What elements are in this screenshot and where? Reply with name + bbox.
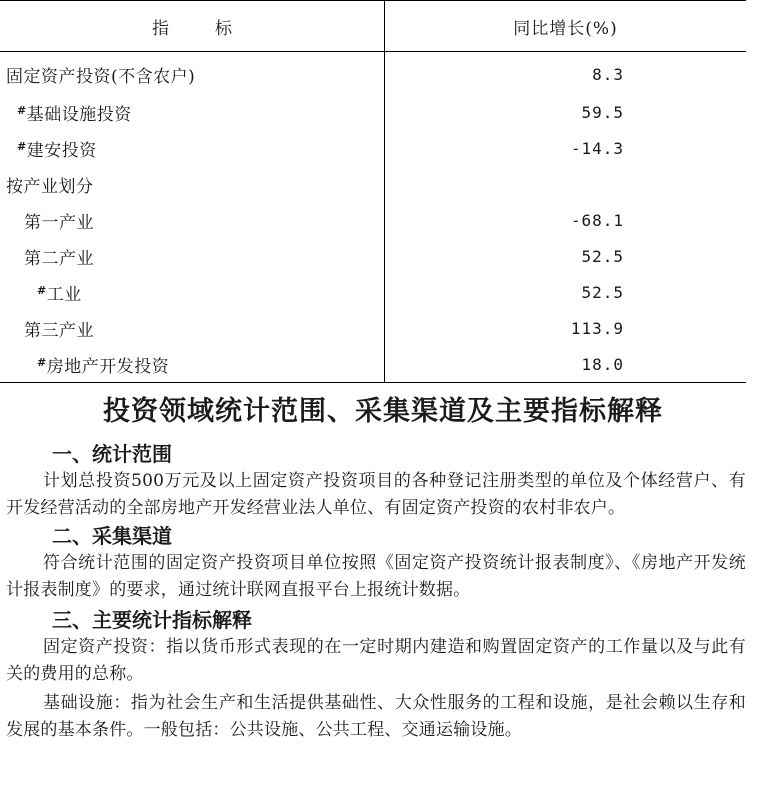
investment-growth-table xyxy=(0,0,746,383)
fixed-asset-definition: 固定资产投资：指以货币形式表现的在一定时期内建造和购置固定资产的工作量以及与此有关的费用的总称。 xyxy=(6,637,746,684)
row-indicator-label: 按产业划分 xyxy=(6,176,94,197)
table-row xyxy=(0,274,746,310)
row-indicator-label: 工业 xyxy=(46,284,82,305)
header-growth-rate: 同比增长(%) xyxy=(385,1,747,52)
table-row xyxy=(0,166,746,202)
row-growth-value: 52.5 xyxy=(581,282,624,302)
row-indicator-label: 第一产业 xyxy=(24,212,94,233)
row-indicator-name xyxy=(0,346,385,383)
table-body xyxy=(0,52,746,383)
channel-paragraph: 符合统计范围的固定资产投资项目单位按照《固定资产投资统计报表制度》、《房地产开发统计报表制度》的要求，通过统计联网直报平台上报统计数据。 xyxy=(6,553,746,600)
row-indicator-name xyxy=(0,94,385,130)
indicators-heading: 三、主要统计指标解释 xyxy=(52,608,252,632)
row-indicator-name xyxy=(0,202,385,238)
row-indicator-name xyxy=(0,274,385,310)
sub-item-mark: # xyxy=(17,139,27,153)
row-indicator-name xyxy=(0,130,385,166)
sub-item-mark: # xyxy=(37,355,47,369)
table-row xyxy=(0,202,746,238)
sub-item-mark: # xyxy=(37,283,47,297)
row-growth-value: 8.3 xyxy=(592,64,624,84)
channel-heading: 二、采集渠道 xyxy=(52,524,172,548)
section-title: 投资领域统计范围、采集渠道及主要指标解释 xyxy=(103,396,663,427)
row-indicator-label: 第三产业 xyxy=(24,320,94,341)
row-growth-value xyxy=(385,166,747,202)
row-indicator-label: 固定资产投资(不含农户) xyxy=(6,66,196,87)
table-row xyxy=(0,52,746,95)
scope-paragraph: 计划总投资500万元及以上固定资产投资项目的各种登记注册类型的单位及个体经营户、有开发经营活动的全部房地产开发经营业法人单位、有固定资产投资的农村非农户。 xyxy=(6,471,746,518)
row-growth-value: 18.0 xyxy=(385,346,747,383)
table-row xyxy=(0,94,746,130)
row-growth-value: -14.3 xyxy=(570,138,624,158)
header-indicator: 指标 xyxy=(0,1,385,52)
row-growth-value: -68.1 xyxy=(570,210,624,230)
table-header-row xyxy=(0,1,746,52)
row-growth-value: 113.9 xyxy=(570,318,624,338)
row-indicator-label: 房地产开发投资 xyxy=(46,356,170,377)
scope-heading: 一、统计范围 xyxy=(52,442,172,466)
row-indicator-name xyxy=(0,310,385,346)
explanation-section xyxy=(0,392,764,744)
infrastructure-definition: 基础设施：指为社会生产和生活提供基础性、大众性服务的工程和设施，是社会赖以生存和发展的基本条件。一般包括：公共设施、公共工程、交通运输设施。 xyxy=(6,693,746,740)
table-row xyxy=(0,238,746,274)
table-row xyxy=(0,130,746,166)
table-row xyxy=(0,310,746,346)
sub-item-mark: # xyxy=(17,103,27,117)
table-row xyxy=(0,346,746,383)
row-indicator-name xyxy=(0,166,385,202)
row-indicator-name xyxy=(0,52,385,95)
row-growth-value: 59.5 xyxy=(581,102,624,122)
row-indicator-label: 建安投资 xyxy=(26,140,97,161)
row-indicator-label: 基础设施投资 xyxy=(26,104,132,125)
row-indicator-label: 第二产业 xyxy=(24,248,94,269)
row-growth-value: 52.5 xyxy=(581,246,624,266)
row-indicator-name xyxy=(0,238,385,274)
